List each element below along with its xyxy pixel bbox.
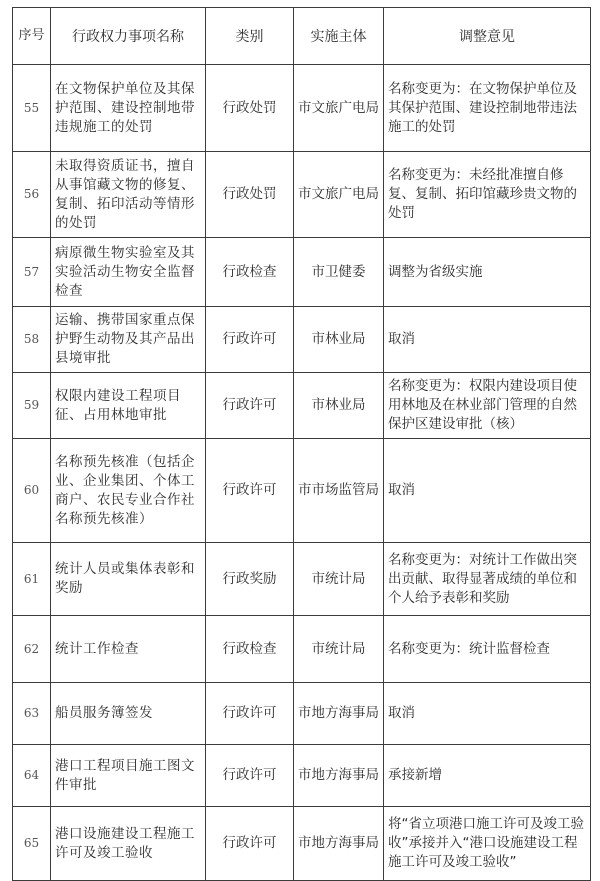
row-subject: 市文旅广电局 (294, 152, 384, 238)
row-item: 船员服务簿签发 (51, 683, 206, 745)
row-adjustment: 取消 (384, 683, 591, 745)
row-num: 55 (13, 65, 51, 152)
row-num: 56 (13, 152, 51, 238)
row-num: 63 (13, 683, 51, 745)
row-category: 行政检查 (206, 238, 294, 307)
row-category: 行政处罚 (206, 152, 294, 238)
row-adjustment: 名称变更为：权限内建设项目使用林地及在林业部门管理的自然保护区建设审批（核） (384, 373, 591, 439)
row-num: 61 (13, 543, 51, 616)
table-header-row (13, 8, 591, 65)
row-adjustment: 调整为省级实施 (384, 238, 591, 307)
row-adjustment: 取消 (384, 439, 591, 543)
row-subject: 市统计局 (294, 543, 384, 616)
row-num: 58 (13, 307, 51, 373)
row-subject: 市统计局 (294, 616, 384, 683)
row-adjustment: 名称变更为：对统计工作做出突出贡献、取得显著成绩的单位和个人给予表彰和奖励 (384, 543, 591, 616)
row-adjustment: 将“省立项港口施工许可及竣工验收”承接并入“港口设施建设工程施工许可及竣工验收” (384, 807, 591, 881)
row-num: 62 (13, 616, 51, 683)
row-adjustment: 名称变更为：未经批准擅自修复、复制、拓印馆藏珍贵文物的处罚 (384, 152, 591, 238)
table-row (13, 238, 591, 307)
table-row (13, 683, 591, 745)
row-adjustment: 承接新增 (384, 745, 591, 807)
table-row (13, 616, 591, 683)
row-subject: 市地方海事局 (294, 807, 384, 881)
table-row (13, 807, 591, 881)
row-item: 统计人员或集体表彰和奖励 (51, 543, 206, 616)
row-num: 59 (13, 373, 51, 439)
table-row (13, 307, 591, 373)
header-category: 类别 (206, 8, 294, 65)
row-subject: 市卫健委 (294, 238, 384, 307)
row-item: 权限内建设工程项目征、占用林地审批 (51, 373, 206, 439)
row-item: 统计工作检查 (51, 616, 206, 683)
row-subject: 市地方海事局 (294, 745, 384, 807)
row-adjustment: 名称变更为：统计监督检查 (384, 616, 591, 683)
header-item: 行政权力事项名称 (51, 8, 206, 65)
row-category: 行政许可 (206, 807, 294, 881)
table-row (13, 65, 591, 152)
row-item: 在文物保护单位及其保护范围、建设控制地带违规施工的处罚 (51, 65, 206, 152)
row-item: 病原微生物实验室及其实验活动生物安全监督检查 (51, 238, 206, 307)
row-category: 行政许可 (206, 683, 294, 745)
row-category: 行政检查 (206, 616, 294, 683)
table-row (13, 152, 591, 238)
row-num: 65 (13, 807, 51, 881)
row-category: 行政许可 (206, 439, 294, 543)
row-category: 行政许可 (206, 745, 294, 807)
row-item: 运输、携带国家重点保护野生动物及其产品出县境审批 (51, 307, 206, 373)
table-row (13, 543, 591, 616)
header-num: 序号 (13, 8, 51, 65)
power-items-table (12, 7, 591, 881)
row-item: 港口工程项目施工图文件审批 (51, 745, 206, 807)
row-category: 行政奖励 (206, 543, 294, 616)
row-item: 港口设施建设工程施工许可及竣工验收 (51, 807, 206, 881)
row-subject: 市林业局 (294, 307, 384, 373)
header-subject: 实施主体 (294, 8, 384, 65)
table-row (13, 373, 591, 439)
row-category: 行政许可 (206, 373, 294, 439)
row-item: 未取得资质证书，擅自从事馆藏文物的修复、复制、拓印活动等情形的处罚 (51, 152, 206, 238)
row-subject: 市市场监管局 (294, 439, 384, 543)
row-subject: 市文旅广电局 (294, 65, 384, 152)
row-subject: 市林业局 (294, 373, 384, 439)
row-num: 60 (13, 439, 51, 543)
row-adjustment: 名称变更为：在文物保护单位及其保护范围、建设控制地带违法施工的处罚 (384, 65, 591, 152)
header-adjustment: 调整意见 (384, 8, 591, 65)
row-category: 行政处罚 (206, 65, 294, 152)
row-num: 64 (13, 745, 51, 807)
table-row (13, 439, 591, 543)
row-subject: 市地方海事局 (294, 683, 384, 745)
table-row (13, 745, 591, 807)
row-item: 名称预先核准（包括企业、企业集团、个体工商户、农民专业合作社名称预先核准） (51, 439, 206, 543)
row-num: 57 (13, 238, 51, 307)
row-adjustment: 取消 (384, 307, 591, 373)
row-category: 行政许可 (206, 307, 294, 373)
